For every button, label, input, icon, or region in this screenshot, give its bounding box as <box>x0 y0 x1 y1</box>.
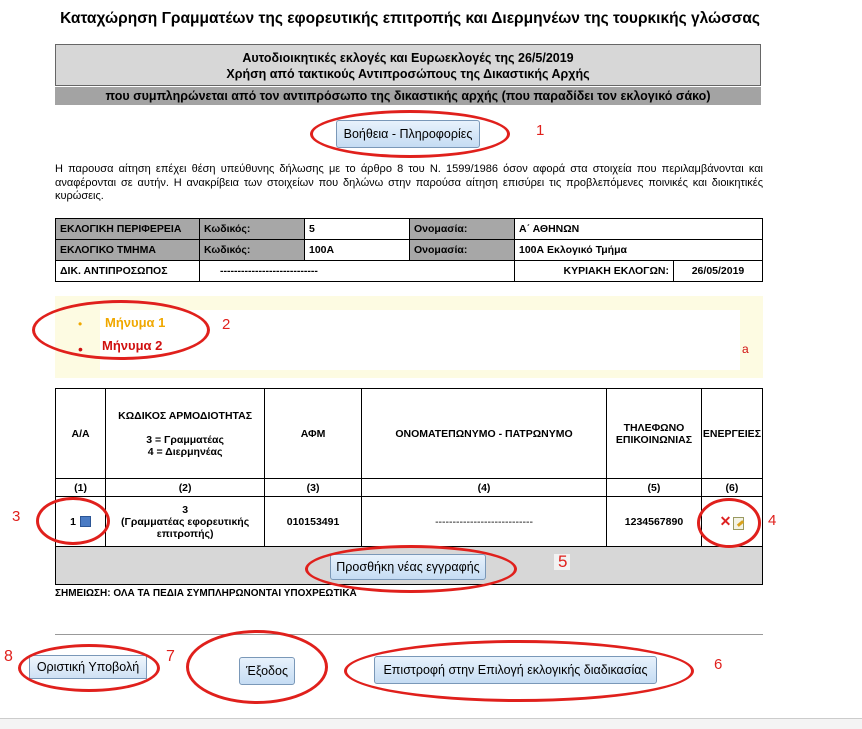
row-code: 3 <box>182 503 189 516</box>
col-num: (5) <box>607 479 702 497</box>
row-afm: 010153491 <box>265 497 362 547</box>
section-code: 100Α <box>305 240 410 261</box>
election-header <box>55 44 761 86</box>
col-num: (2) <box>106 479 265 497</box>
col-num: (1) <box>56 479 106 497</box>
col-header-actions: ΕΝΕΡΓΕΙΕΣ <box>701 389 762 479</box>
annotation-ellipse-6 <box>344 640 694 702</box>
col-header-aa: Α/Α <box>56 389 106 479</box>
election-header-line2: Χρήση από τακτικούς Αντιπροσώπους της Δικαστικής Αρχής <box>226 67 590 81</box>
final-submit-button[interactable]: Οριστική Υποβολή <box>29 655 147 679</box>
region-label: ΕΚΛΟΓΙΚΗ ΠΕΡΙΦΕΡΕΙΑ <box>56 219 200 240</box>
mandatory-note: ΣΗΜΕΙΩΣΗ: ΟΛΑ ΤΑ ΠΕΔΙΑ ΣΥΜΠΛΗΡΩΝΟΝΤΑΙ ΥΠΟΧΡΕΩΤΙΚΑ <box>55 588 357 599</box>
annotation-ellipse-2 <box>32 300 210 360</box>
message-1: Μήνυμα 1 <box>105 315 166 330</box>
election-date-label: ΚΥΡΙΑΚΗ ΕΚΛΟΓΩΝ: <box>515 261 674 282</box>
election-date: 26/05/2019 <box>674 261 763 282</box>
col-num: (3) <box>265 479 362 497</box>
section-code-label: Κωδικός: <box>200 240 305 261</box>
section-label: ΕΚΛΟΓΙΚΟ ΤΜΗΜΑ <box>56 240 200 261</box>
stray-mark: a <box>742 342 749 356</box>
annotation-ellipse-5 <box>305 545 517 593</box>
col-num: (6) <box>701 479 762 497</box>
election-header-line1: Αυτοδιοικητικές εκλογές και Ευρωεκλογές της 26/5/2019 <box>242 51 574 65</box>
col-header-phone: ΤΗΛΕΦΩΝΟ ΕΠΙΚΟΙΝΩΝΙΑΣ <box>607 389 702 479</box>
message-2: Μήνυμα 2 <box>102 338 163 353</box>
info-table <box>55 218 763 282</box>
divider <box>55 634 763 635</box>
row-phone: 1234567890 <box>607 497 702 547</box>
annotation-ellipse-7 <box>186 630 328 704</box>
col-header-code-sub2: 4 = Διερμηνέας <box>147 445 223 458</box>
annotation-ellipse-1 <box>310 110 510 158</box>
section-name: 100Α Εκλογικό Τμήμα <box>515 240 763 261</box>
annotation-number-6: 6 <box>714 656 723 673</box>
bullet-icon: • <box>78 341 83 357</box>
bottom-strip <box>0 718 862 729</box>
annotation-ellipse-8 <box>18 644 160 692</box>
page-title: Καταχώρηση Γραμματέων της εφορευτικής επιτροπής και Διερμηνέων της τουρκικής γλώσσας <box>60 10 760 27</box>
row-code-desc: (Γραμματέας εφορευτικής επιτροπής) <box>121 515 250 540</box>
declaration-text: Η παρουσα αίτηση επέχει θέση υπεύθυνης δήλωσης με το άρθρο 8 του Ν. 1599/1986 όσον αφορά στα στοιχεία που περιλαμβάνονται και αναφέρονται σε αυτήν. Η ανακρίβεια των στοιχείων που δηλώνω στην παρούσα αίτηση επισύρει τις προβλεπόμενες ποινικές και διοικητικές κυρώσεις. <box>55 163 763 202</box>
bullet-icon: • <box>78 317 83 331</box>
annotation-number-1: 1 <box>536 122 545 139</box>
region-name-label: Ονομασία: <box>410 219 515 240</box>
row-name: ---------------------------- <box>361 497 606 547</box>
annotation-number-8: 8 <box>4 648 13 665</box>
exit-button[interactable]: Έξοδος <box>239 657 295 685</box>
table-row <box>56 497 763 547</box>
help-button[interactable]: Βοήθεια - Πληροφορίες <box>336 120 480 148</box>
col-header-afm: ΑΦΜ <box>265 389 362 479</box>
region-code-label: Κωδικός: <box>200 219 305 240</box>
col-header-code-sub1: 3 = Γραμματέας <box>146 433 224 446</box>
representative-value: ---------------------------- <box>200 261 515 282</box>
annotation-ellipse-3 <box>36 497 110 545</box>
annotation-number-4: 4 <box>768 512 777 529</box>
annotation-number-7: 7 <box>166 648 175 665</box>
delete-icon[interactable]: ✕ <box>719 513 732 529</box>
col-header-code-title: ΚΩΔΙΚΟΣ ΑΡΜΟΔΙΟΤΗΤΑΣ <box>118 409 253 422</box>
annotation-number-5: 5 <box>558 552 568 571</box>
row-aa: 1 <box>70 515 76 528</box>
annotation-ellipse-4 <box>697 498 761 548</box>
row-code-cell <box>106 497 265 547</box>
back-to-selection-button[interactable]: Επιστροφή στην Επιλογή εκλογικής διαδικασίας <box>374 656 657 684</box>
header-subtitle-bar: που συμπληρώνεται από τον αντιπρόσωπο της δικαστικής αρχής (που παραδίδει τον εκλογικό σάκο) <box>55 87 761 105</box>
col-num: (4) <box>361 479 606 497</box>
region-code: 5 <box>305 219 410 240</box>
col-header-name: ΟΝΟΜΑΤΕΠΩΝΥΜΟ - ΠΑΤΡΩΝΥΜΟ <box>361 389 606 479</box>
section-name-label: Ονομασία: <box>410 240 515 261</box>
annotation-number-2: 2 <box>222 316 231 333</box>
region-name: Α΄ ΑΘΗΝΩΝ <box>515 219 763 240</box>
annotation-number-3: 3 <box>12 508 21 525</box>
representative-label: ΔΙΚ. ΑΝΤΙΠΡΟΣΩΠΟΣ <box>56 261 200 282</box>
add-entry-button[interactable]: Προσθήκη νέας εγγραφής <box>330 554 486 580</box>
col-header-code <box>106 389 265 479</box>
